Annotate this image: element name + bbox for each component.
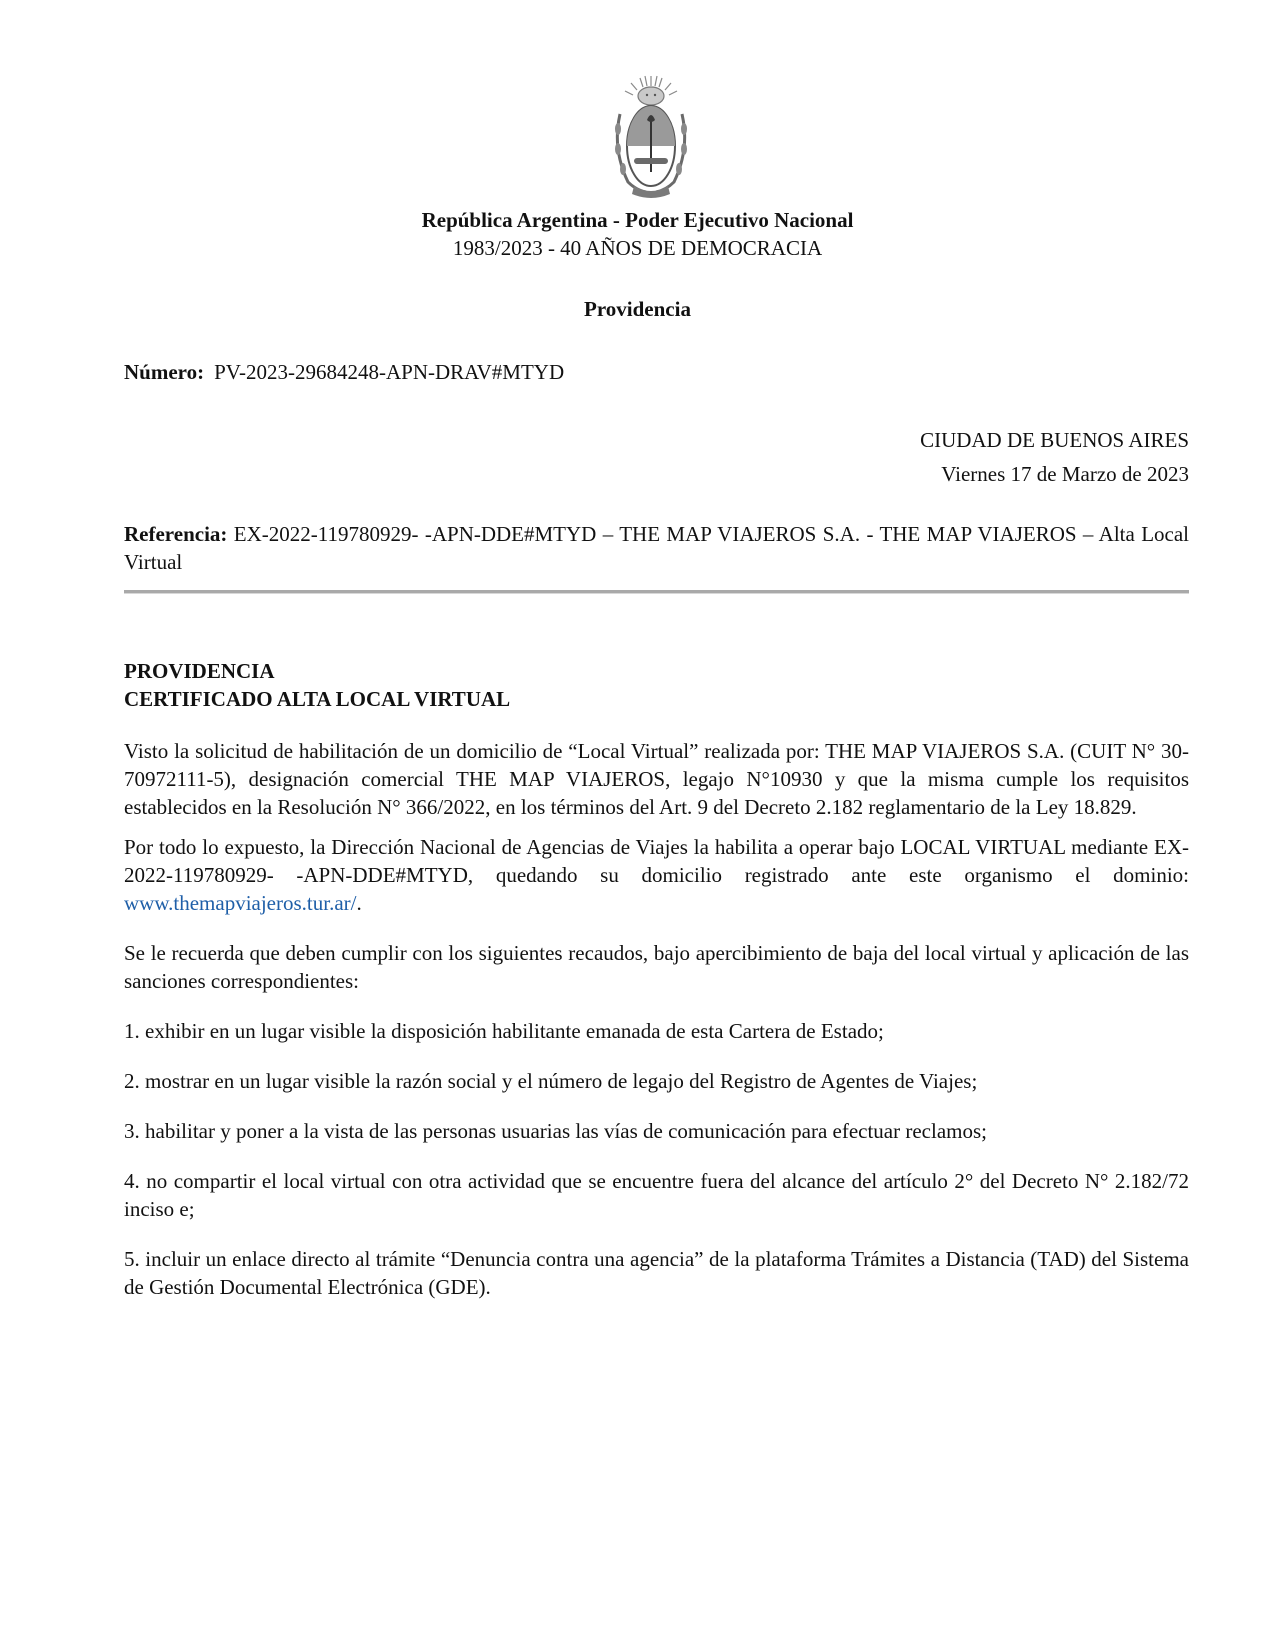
document-body xyxy=(124,657,1189,1301)
government-heading: República Argentina - Poder Ejecutivo Nacional xyxy=(421,208,854,232)
reference-label: Referencia: xyxy=(124,522,228,546)
paragraph-expuesto xyxy=(124,833,1189,917)
paragraph-visto: Visto la solicitud de habilitación de un domicilio de “Local Virtual” realizada por: THE MAP VIAJEROS S.A. (CUIT N° 30-70972111-5), designación comercial THE MAP VIAJEROS, legajo N°10930 y que la misma cumple los requisitos establecidos en la Resolución N° 366/2022, en los términos del Art. 9 del Decreto 2.182 reglamentario de la Ley 18.829. xyxy=(124,739,1189,819)
header-divider xyxy=(124,590,1189,594)
document-number-label: Número: xyxy=(124,360,205,384)
requirement-item-3: 3. habilitar y poner a la vista de las personas usuarias las vías de comunicación para efectuar reclamos; xyxy=(124,1119,987,1143)
paragraph-expuesto-end: . xyxy=(356,891,362,915)
document-place: CIUDAD DE BUENOS AIRES xyxy=(920,428,1189,452)
reference-value: EX-2022-119780929- -APN-DDE#MTYD – THE MAP VIAJEROS S.A. - THE MAP VIAJEROS – Alta Local Virtual xyxy=(124,522,1189,574)
document-number xyxy=(124,358,564,386)
paragraph-expuesto-text: Por todo lo expuesto, la Dirección Nacional de Agencias de Viajes la habilita a operar bajo LOCAL VIRTUAL mediante EX-2022-119780929- -APN-DDE#MTYD, quedando su domicilio registrado ante este organismo el dominio: xyxy=(124,835,1189,887)
requirement-item-1: 1. exhibir en un lugar visible la disposición habilitante emanada de esta Cartera de Estado; xyxy=(124,1019,884,1043)
requirement-item-4: 4. no compartir el local virtual con otra actividad que se encuentre fuera del alcance del artículo 2° del Decreto N° 2.182/72 inciso e; xyxy=(124,1169,1189,1221)
argentina-coat-of-arms-icon xyxy=(610,74,692,204)
place-and-date xyxy=(920,423,1189,491)
document-type-title: Providencia xyxy=(584,297,691,321)
paragraph-recaudos: Se le recuerda que deben cumplir con los siguientes recaudos, bajo apercibimiento de baja del local virtual y aplicación de las sanciones correspondientes: xyxy=(124,941,1189,993)
requirement-item-2: 2. mostrar en un lugar visible la razón social y el número de legajo del Registro de Agentes de Viajes; xyxy=(124,1069,978,1093)
document-date: Viernes 17 de Marzo de 2023 xyxy=(941,462,1189,486)
body-heading-certificado: CERTIFICADO ALTA LOCAL VIRTUAL xyxy=(124,687,511,711)
domain-link[interactable]: www.themapviajeros.tur.ar/ xyxy=(124,891,357,915)
body-heading-providencia: PROVIDENCIA xyxy=(124,659,275,683)
requirement-item-5: 5. incluir un enlace directo al trámite “Denuncia contra una agencia” de la plataforma Trámites a Distancia (TAD) del Sistema de Gestión Documental Electrónica (GDE). xyxy=(124,1247,1189,1299)
document-number-value: PV-2023-29684248-APN-DRAV#MTYD xyxy=(214,360,565,384)
democracy-motto: 1983/2023 - 40 AÑOS DE DEMOCRACIA xyxy=(452,236,823,260)
reference xyxy=(124,520,1189,576)
